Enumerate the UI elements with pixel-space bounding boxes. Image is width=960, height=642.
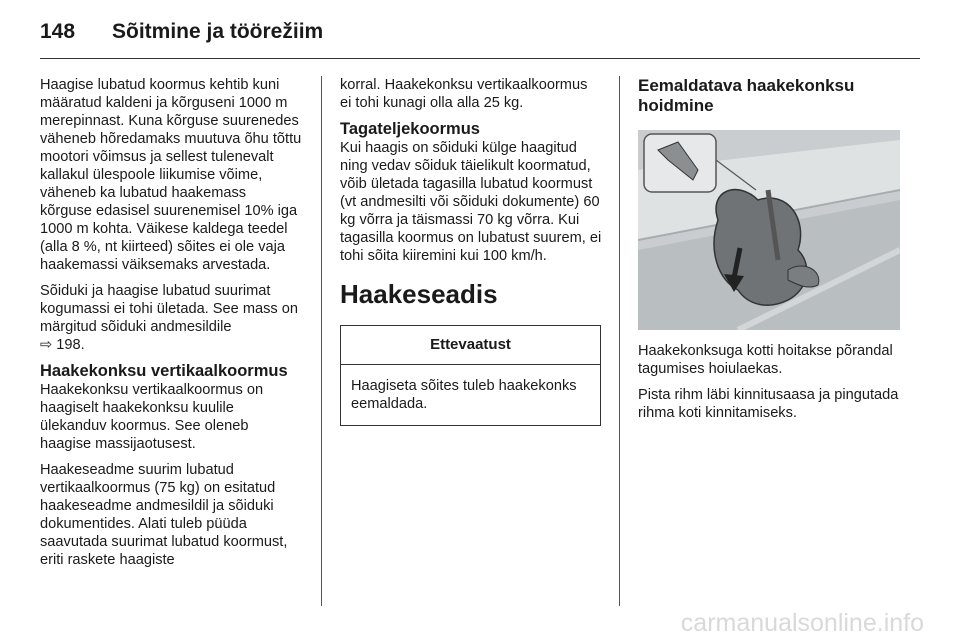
section-heading: Haakekonksu vertikaalkoormus xyxy=(40,362,288,380)
page-number: 148 xyxy=(40,20,76,43)
paragraph: Sõiduki ja haagise lubatud suurimat kogumassi ei tohi ületada. See mass on märgitud sõiduki andmesildile ⇨ 198. xyxy=(40,282,302,354)
paragraph: Haakekonksuga kotti hoitakse põrandal tagumises hoiulaekas. xyxy=(638,343,893,377)
column-3 xyxy=(638,76,900,430)
paragraph: korral. Haakekonksu vertikaalkoormus ei tohi kunagi olla alla 25 kg. xyxy=(340,77,588,111)
section-title: Haakeseadis xyxy=(340,279,498,309)
caution-text: Haagiseta sõites tuleb haakekonks eemaldada. xyxy=(351,378,577,412)
chapter-title: Sõitmine ja töörežiim xyxy=(112,20,324,43)
caution-box xyxy=(340,325,601,426)
watermark: carmanualsonline.info xyxy=(680,609,924,637)
column-divider xyxy=(321,76,322,606)
paragraph: Pista rihm läbi kinnitusaasa ja pingutada rihma koti kinnitamiseks. xyxy=(638,387,899,421)
hitch-bag-illustration xyxy=(638,130,900,330)
paragraph: Haakeseadme suurim lubatud vertikaalkoormus (75 kg) on esitatud haakeseadme andmesildil ja sõiduki dokumentides. Alati tuleb püüda saavutada suurimat lubatud koormust, eriti raskete haagiste xyxy=(40,462,288,568)
section-heading: Tagateljekoormus xyxy=(340,120,480,138)
paragraph: Haagise lubatud koormus kehtib kuni määratud kaldeni ja kõrguseni 1000 m merepinnast. Kuna kõrguse suurenedes väheneb hõredamaks muutuva õhu tõttu mootori võimsus ja sellest tulenevalt kallakul ülespoole liikumise võime, väheneb ka lubatud haakemass kõrguse edasisel suurenemisel 10% iga 1000 m kohta. Väikese kaldega teedel (alla 8 %, nt kiirteed) sõites ei ole vaja haakemassi väiksemaks arvestada. xyxy=(40,77,302,273)
section-heading: Eemaldatava haakekonksu hoidmine xyxy=(638,76,855,115)
paragraph: Haakekonksu vertikaalkoormus on haagiselt haakekonksu kuulile ülekanduv koormus. See oleneb haagise massijaotusest. xyxy=(40,382,264,452)
paragraph: Kui haagis on sõiduki külge haagitud ning vedav sõiduk täielikult koormatud, võib ületada tagasilla lubatud koormust (vt andmesilti või sõiduki dokumente) 60 kg võrra ja täismassi 70 kg võrra. Kui tagasilla koormus on lubatust suurem, ei tohi sõita kiiremini kui 100 km/h. xyxy=(340,140,602,264)
column-1 xyxy=(40,76,302,577)
page-header xyxy=(40,20,323,44)
column-2 xyxy=(340,76,602,426)
caution-title: Ettevaatust xyxy=(341,326,600,365)
header-rule xyxy=(40,58,920,59)
illustration-graphic xyxy=(638,130,900,330)
column-divider xyxy=(619,76,620,606)
page-reference-link[interactable]: ⇨ 198. xyxy=(40,337,85,353)
